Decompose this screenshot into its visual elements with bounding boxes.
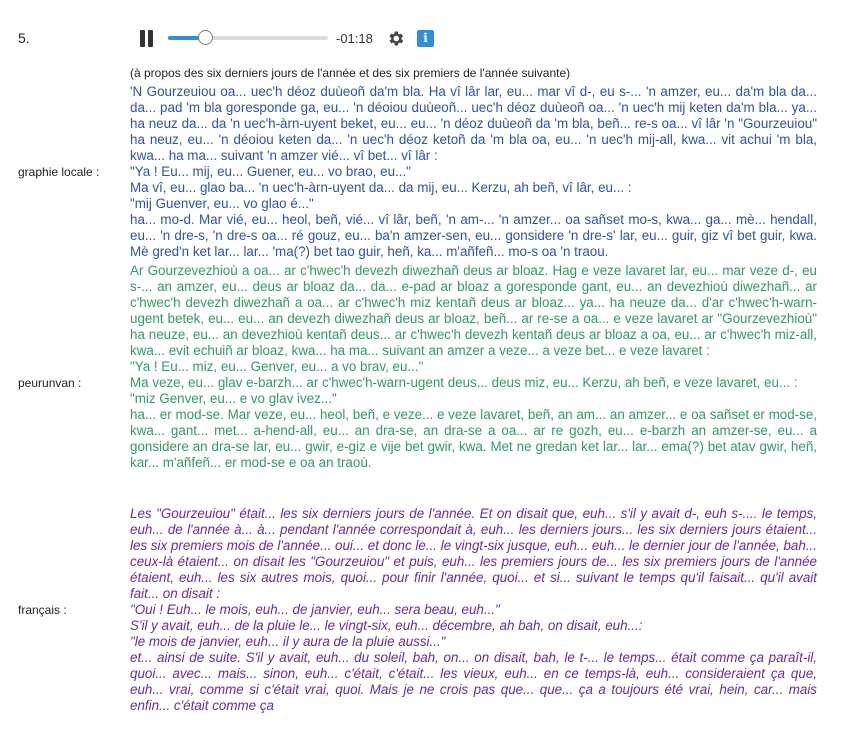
info-icon[interactable]: i [417, 30, 434, 47]
francais-paragraph: et... ainsi de suite. S'il y avait, euh... du soleil, bah, on... on disait, bah, le t-... le temps... était comme ça paraît-il, quoi... avec... mais... sinon, euh... c'était, c'était... les vieux, euh... en ce temps-là, euh... consideraient ça que, euh... vrai, comme si c'était vrai, quoi. Mais je ne crois pas que... que... ça a toujours été vrai, hein, car... mais enfin... c'était comme ça [130, 650, 817, 713]
label-francais: français : [18, 603, 67, 617]
peurunvan-paragraph: Ma veze, eu... glav e-barzh... ar c'hwec'h-warn-ugent deus... deus miz, eu... Kerzu, ah beñ, e veze lavaret, eu... : [130, 375, 798, 390]
label-peurunvan: peurunvan : [18, 376, 82, 390]
peurunvan-text [130, 263, 817, 471]
pause-icon [140, 30, 145, 47]
peurunvan-paragraph: "miz Genver, eu... e vo glav ivez..." [130, 391, 337, 406]
local-paragraph: ha... mo-d. Mar vié, eu... heol, beñ, vié... vî lâr, beñ, 'n am-... 'n amzer... oa sañset mo-s, kwa... ga... mè... hendall, eu... 'n dre-s, 'n dre-s oa... ré gouz, eu... ba'n amzer-sen, eu... gonsidere 'n dre-s' lar, eu... guir, giz vî bet guir, kwa. Mè gred'n ket lar... lar... 'ma(?) bet tao guir, heñ, ka... m'añfeñ... mo-s oa 'n traou. [130, 212, 817, 259]
peurunvan-paragraph: Ar Gourzevezhioù a oa... ar c'hwec'h devezh diwezhañ deus ar bloaz. Hag e veze lavaret lar, eu... mar veze d-, eu s-... an amzer, eu... deus ar bloaz da... da... e-pad ar bloaz a goresponde gant, eu... an devezhioù diwezhañ... ar c'hwec'h devezh diwezhañ a oa... ar c'hwec'h miz kentañ deus ar bloaz... ya... ha neuze da... d'ar c'hwec'h-warn-ugent betek, eu... eu... an devezh diwezhañ deus ar bloaz, beñ... ar re-se a oa... e veze lavaret ar "Gourzevezhioù" ha neuze, eu... an devezhioù kentañ deus... ar c'hwec'h devezh kentañ deus ar bloaz a oa, eu... ar c'hwec'h miz-all, kwa... evit echuiñ ar bloaz, kwa... ha ma... suivant an amzer a veze... a veze bet... e veze lavaret : [130, 263, 817, 358]
seek-handle[interactable] [198, 30, 213, 45]
peurunvan-paragraph: ha... er mod-se. Mar veze, eu... heol, beñ, e veze... e veze lavaret, beñ, an am... an amzer... e oa sañset er mod-se, kwa... gant... met... a-hend-all, eu... an dra-se, an dra-se a oa... ar re gozh, eu... e-barzh an amzer-se, eu... a gonsidere an dra-se lar, eu... gwir, e-giz e vije bet gwir, kwa. Met ne gredan ket lar... lar... ema(?) bet atav gwir, heñ, kar... m'añfeñ... er mod-se e oa an traoù. [130, 407, 817, 470]
local-paragraph: "Ya ! Eu... mij, eu... Guener, eu... vo brao, eu..." [130, 164, 411, 179]
francais-text [130, 506, 817, 714]
peurunvan-paragraph: "Ya ! Eu... miz, eu... Genver, eu... a vo brav, eu..." [130, 359, 424, 374]
time-remaining: -01:18 [336, 31, 373, 46]
label-local-spelling: graphie locale : [18, 165, 100, 179]
local-paragraph: 'N Gourzeuiou oa... uec'h déoz duùeoñ da'm bla. Ha vî lâr lar, eu... mar vî d-, eu s-... 'n amzer, eu... da'm bla da... da... pad 'm bla goresponde ga, eu... 'n déoiou duùeoñ... uec'h déoz duùeoñ oa... 'n uec'h mij keten da'm bla... ya... ha neuz da... da 'n uec'h-àrn-uyent beket, eu... eu... 'n déoz duùeoñ da 'm bla, beñ... re-s oa... vî lâr 'n "Gourzeuiou" ha neuz, eu... 'n déoiou keten da... 'n uec'h déoz ketoñ da 'm bla oa, eu... 'n uec'h mij-all, kwa... vit achui 'm bla, kwa... ha ma... suivant 'n amzer vié... vî bet... vî lâr : [130, 84, 817, 163]
francais-paragraph: Les "Gourzeuiou" était... les six derniers jours de l'année. Et on disait que, euh... s'il y avait d-, euh s-.... le temps, euh... de l'année à... à... pendant l'année correspondait à, euh... les derniers jours... les six derniers jours étaient... les six premiers mois de l'année... oui... et donc le... le vingt-six jusque, euh... euh... le dernier jour de l'année, bah... ceux-là étaient... on disait les "Gourzeuiou" et puis, euh... les premiers jours de... les six premiers jours de l'année étaient, euh... les six autres mois, quoi... pour finir l'année, quoi... et si... suivant le temps qu'il faisait... qu'il avait fait... on disait : [130, 506, 817, 601]
local-paragraph: Ma vî, eu... glao ba... 'n uec'h-àrn-uyent da... da mij, eu... Kerzu, ah beñ, vî lâr, eu... : [130, 180, 632, 195]
recording-subtitle: (à propos des six derniers jours de l'année et des six premiers de l'année suivante) [130, 66, 571, 80]
pause-button[interactable] [139, 30, 155, 47]
francais-paragraph: S'il y avait, euh... de la pluie le... le vingt-six, euh... décembre, ah bah, on disait, euh...: [130, 618, 643, 633]
seek-bar[interactable] [168, 36, 328, 40]
item-number: 5. [18, 30, 30, 46]
audio-player [136, 26, 446, 52]
francais-paragraph: "le mois de janvier, euh... il y aura de la pluie aussi..." [130, 634, 446, 649]
local-paragraph: "mij Guenver, eu... vo glao é..." [130, 196, 314, 211]
gear-icon[interactable] [386, 29, 405, 48]
francais-paragraph: "Oui ! Euh... le mois, euh... de janvier, euh... sera beau, euh..." [130, 602, 500, 617]
local-spelling-text [130, 84, 817, 260]
